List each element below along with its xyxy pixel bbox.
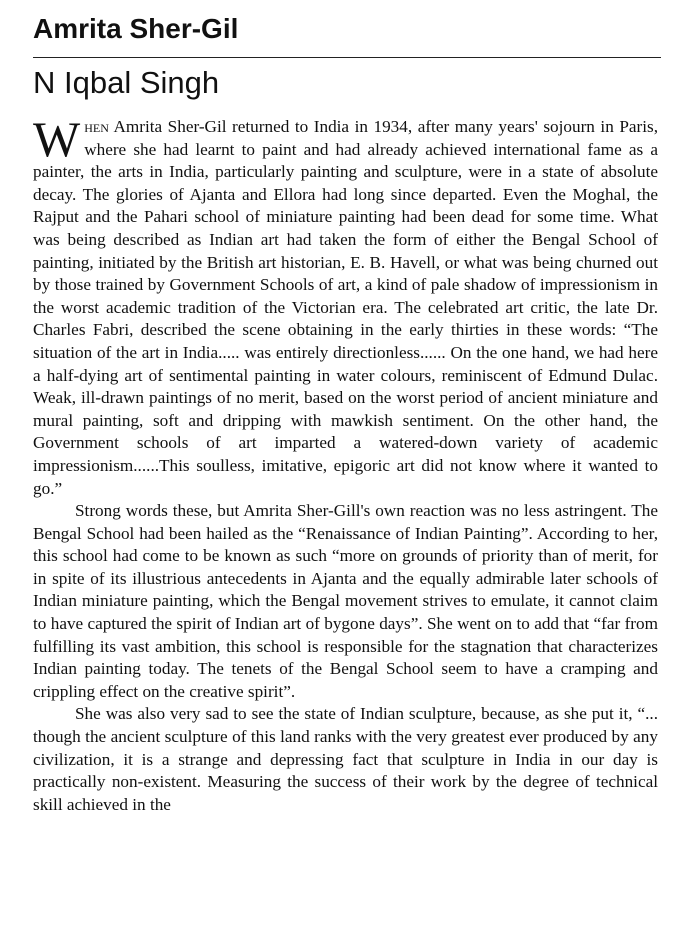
lead-in: hen: [84, 117, 109, 136]
paragraph-1-text: Amrita Sher-Gil returned to India in 1934, after many years' sojourn in Paris, where she had learnt to paint and had already achieved international fame as a painter, the arts in India, particularly painting and sculpture, were in a state of absolute decay. The glories of Ajanta and Ellora had long since departed. Even the Moghal, the Rajput and the Pahari school of miniature painting had been dead for some time. What was being described as Indian art had taken the form of either the Bengal School of painting, initiated by the British art historian, E. B. Havell, or what was being churned out by those trained by Government Schools of art, a kind of pale shadow of impressionism in the worst academic tradition of the Victorian era. The celebrated art critic, the late Dr. Charles Fabri, described the scene obtaining in the early thirties in these words: “The situation of the art in India..... was entirely directionless...... On the one hand, we had here a half-dying art of sentimental painting in water colours, reminiscent of Edmund Dulac. Weak, ill-drawn paintings of no merit, based on the worst period of ancient miniature and mural painting, soft and dripping with mawkish sentiment. On the other hand, the Government schools of art imparted a watered-down variety of academic impressionism......This soulless, imitative, epigoric art did not know where it wanted to go.”: [33, 117, 658, 498]
article-author: N Iqbal Singh: [33, 65, 220, 100]
article-title: Amrita Sher-Gil: [33, 13, 239, 44]
paragraph-3: She was also very sad to see the state of Indian sculpture, because, as she put it, “... though the ancient sculpture of this land ranks with the very greatest ever produced by any civilization, it is a strange and depressing fact that sculpture in India in our day is practically non-existent. Measuring the success of their work by the degree of technical skill achieved in the: [33, 704, 658, 814]
paragraph-2: Strong words these, but Amrita Sher-Gill's own reaction was no less astringent. The Bengal School had been hailed as the “Renaissance of Indian Painting”. According to her, this school had come to be known as such “more on grounds of priority than of merit, for in spite of its illustrious antecedents in Ajanta and the equally admirable later schools of Indian miniature painting, which the Bengal movement strives to emulate, it cannot claim to have captured the spirit of Indian art of bygone days”. She went on to add that “far from fulfilling its vast ambition, this school is responsible for the stagnation that characterizes Indian painting today. The tenets of the Bengal School seem to have a cramping and crippling effect on the creative spirit”.: [33, 501, 658, 701]
drop-cap: W: [33, 111, 81, 167]
article-body: [33, 111, 658, 816]
paragraph-1: [33, 111, 658, 500]
title-rule: [33, 57, 661, 58]
